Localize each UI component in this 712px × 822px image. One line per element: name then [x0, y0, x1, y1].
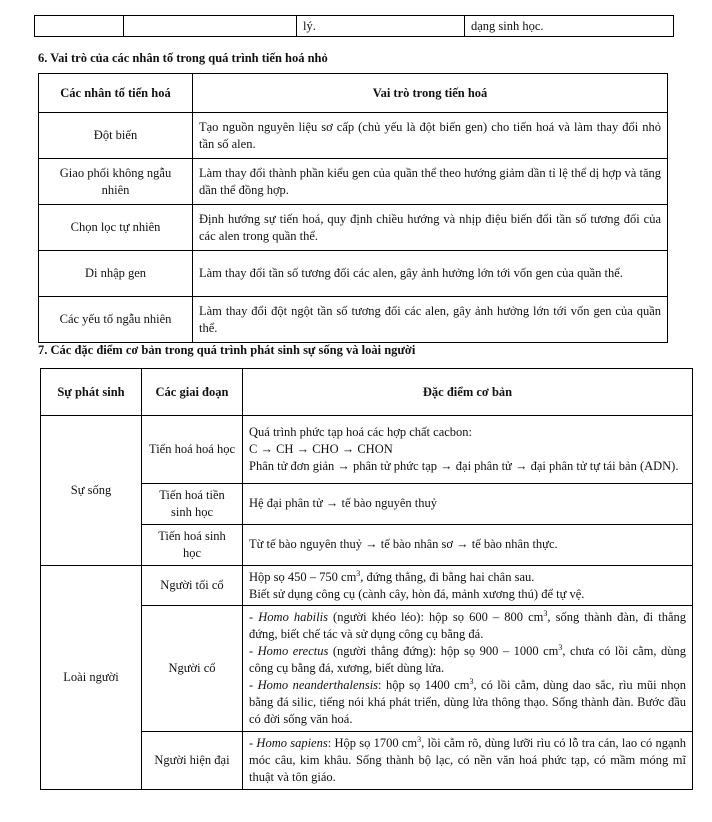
- feature-cell: Từ tế bào nguyên thuỷ → tế bào nhân sơ → tế bào nhân thực.: [243, 524, 693, 565]
- table-row: [39, 113, 668, 159]
- role-cell: Định hướng sự tiến hoá, quy định chiều hướng và nhịp điệu biến đổi tần số tương đối của các alen trong quần thể.: [193, 205, 668, 251]
- table-row: [39, 159, 668, 205]
- feature-line: Quá trình phức tạp hoá các hợp chất cacbon:: [249, 425, 473, 440]
- table-row: [39, 297, 668, 343]
- role-cell: Làm thay đổi tần số tương đối các alen, gây ảnh hưởng lớn tới vốn gen của quần thể.: [193, 251, 668, 297]
- feature-line: - Homo habilis (người khéo léo): hộp sọ 600 – 800 $cm^3$, sống thành đàn, đi thẳng đứng, biết chế tác và sử dụng công cụ bằng đá.: [249, 609, 686, 642]
- column-header: Sự phát sinh: [41, 369, 142, 416]
- stage-cell: Người tối cổ: [142, 565, 243, 606]
- factor-cell: Giao phối không ngẫu nhiên: [39, 159, 193, 205]
- feature-line: Hộp sọ 450 – 750 $cm^3$, đứng thẳng, đi bằng hai chân sau.: [249, 568, 535, 584]
- column-header: Đặc điểm cơ bản: [243, 369, 693, 416]
- factor-cell: Chọn lọc tự nhiên: [39, 205, 193, 251]
- table-header-row: [39, 74, 668, 113]
- table-cell: lý.: [297, 16, 465, 37]
- table-row: [35, 16, 674, 37]
- feature-line: - Homo sapiens: Hộp sọ 1700 $cm^3$, lồi cằm rõ, dùng lưỡi rìu có lỗ tra cán, lao có ngạnh móc câu, kim khâu. Sống thành bộ lạc, có nền văn hoá phức tạp, có mầm móng mĩ thuật và tôn giáo.: [249, 735, 687, 784]
- table-cell: [35, 16, 124, 37]
- table-row: [41, 416, 693, 484]
- feature-line: C → CH → CHO → CHON: [249, 442, 393, 457]
- feature-line: - Homo neanderthalensis: hộp sọ 1400 $cm^3$, có lồi cằm, dùng dao sắc, rìu mũi nhọn bằng đá silic, tiếng nói khá phát triển, dùng lửa thông thạo. Sống thành đàn. Bước đầu có đời sống văn hoá.: [249, 677, 687, 727]
- stage-cell: Tiến hoá sinh học: [142, 524, 243, 565]
- column-header: Các giai đoạn: [142, 369, 243, 416]
- feature-cell: Hệ đại phân tử → tế bào nguyên thuỷ: [243, 484, 693, 525]
- feature-cell: [243, 732, 693, 790]
- stage-cell: Người cổ: [142, 606, 243, 732]
- factor-cell: Đột biến: [39, 113, 193, 159]
- table-row: [39, 205, 668, 251]
- factor-cell: Các yếu tố ngẫu nhiên: [39, 297, 193, 343]
- column-header: Vai trò trong tiến hoá: [193, 74, 668, 113]
- feature-cell: [243, 416, 693, 484]
- feature-cell: [243, 565, 693, 606]
- feature-line: Biết sử dụng công cụ (cành cây, hòn đá, mảnh xương thú) để tự vệ.: [249, 586, 585, 601]
- role-cell: Làm thay đổi thành phần kiểu gen của quần thể theo hướng giảm dần tỉ lệ thể dị hợp và tăng dần thể đồng hợp.: [193, 159, 668, 205]
- section-6-heading: 6. Vai trò của các nhân tố trong quá trình tiến hoá nhỏ: [38, 51, 328, 65]
- section-7-heading: 7. Các đặc điểm cơ bản trong quá trình phát sinh sự sống và loài người: [38, 343, 416, 357]
- feature-line: - Homo erectus (người thẳng đứng): hộp sọ 900 – 1000 $cm^3$, chưa có lồi cằm, dùng công cụ bằng đá, xương, biết dùng lửa.: [249, 643, 686, 676]
- origin-cell: Sự sống: [41, 416, 142, 566]
- evolution-factors-table: [38, 73, 668, 343]
- stage-cell: Người hiện đại: [142, 732, 243, 790]
- origin-of-life-table: [40, 368, 693, 790]
- feature-line: Phân tử đơn giản → phân tử phức tạp → đại phân tử → đại phân tử tự tái bản (ADN).: [249, 458, 679, 473]
- role-cell: Tạo nguồn nguyên liệu sơ cấp (chủ yếu là đột biến gen) cho tiến hoá và làm thay đổi nhỏ tần số alen.: [193, 113, 668, 159]
- stage-cell: Tiến hoá tiền sinh học: [142, 484, 243, 525]
- table-cell: [124, 16, 297, 37]
- stage-cell: Tiến hoá hoá học: [142, 416, 243, 484]
- table-row: [39, 251, 668, 297]
- table-cell: dạng sinh học.: [465, 16, 674, 37]
- role-cell: Làm thay đổi đột ngột tần số tương đối các alen, gây ảnh hưởng lớn tới vốn gen của quần thể.: [193, 297, 668, 343]
- previous-table-fragment: [34, 15, 674, 37]
- table-header-row: [41, 369, 693, 416]
- feature-cell: [243, 606, 693, 732]
- origin-cell: Loài người: [41, 565, 142, 789]
- table-row: [41, 565, 693, 606]
- factor-cell: Di nhập gen: [39, 251, 193, 297]
- column-header: Các nhân tố tiến hoá: [39, 74, 193, 113]
